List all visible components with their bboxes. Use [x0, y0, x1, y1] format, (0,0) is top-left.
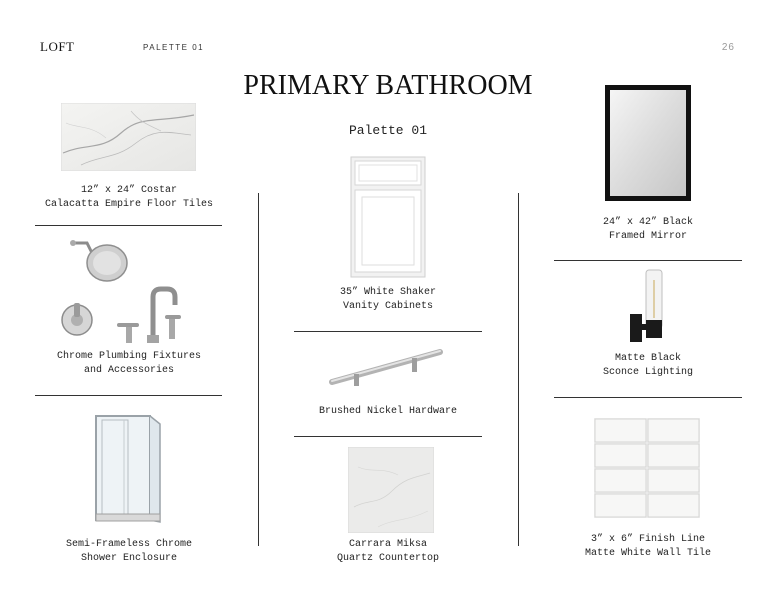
divider [294, 331, 482, 332]
floor-tiles-caption: 12” x 24” Costar Calacatta Empire Floor Tiles [44, 185, 214, 210]
sconce-image [626, 268, 666, 344]
hardware-caption: Brushed Nickel Hardware [318, 406, 458, 417]
hardware-pull-image [328, 346, 444, 388]
column-divider-left [258, 193, 259, 546]
vanity-caption: 35” White Shaker Vanity Cabinets [339, 287, 436, 312]
floor-tile-image [61, 103, 196, 171]
wall-tile-caption: 3” x 6” Finish Line Matte White Wall Tile [584, 534, 712, 559]
shower-caption: Semi-Frameless Chrome Shower Enclosure [65, 539, 193, 564]
plumbing-fixtures-image [55, 235, 195, 345]
divider [554, 397, 742, 398]
wall-tile-image [594, 418, 700, 518]
column-divider-right [518, 193, 519, 546]
mirror-image [604, 84, 692, 202]
divider [294, 436, 482, 437]
vanity-cabinet-image [350, 156, 426, 278]
sconce-caption: Matte Black Sconce Lighting [602, 353, 693, 378]
countertop-sample-image [348, 447, 434, 533]
page-title: PRIMARY BATHROOM [243, 70, 533, 101]
divider [35, 225, 222, 226]
palette-tag: PALETTE 01 [143, 43, 205, 52]
divider [35, 395, 222, 396]
divider [554, 260, 742, 261]
page-subtitle: Palette 01 [348, 123, 427, 138]
brand-logo: LOFT [40, 39, 75, 54]
countertop-caption: Carrara Miksa Quartz Countertop [336, 539, 440, 564]
shower-enclosure-image [94, 414, 164, 524]
mirror-caption: 24” x 42” Black Framed Mirror [602, 217, 693, 242]
plumbing-caption: Chrome Plumbing Fixtures and Accessories [56, 351, 202, 376]
page-number: 26 [721, 42, 735, 53]
